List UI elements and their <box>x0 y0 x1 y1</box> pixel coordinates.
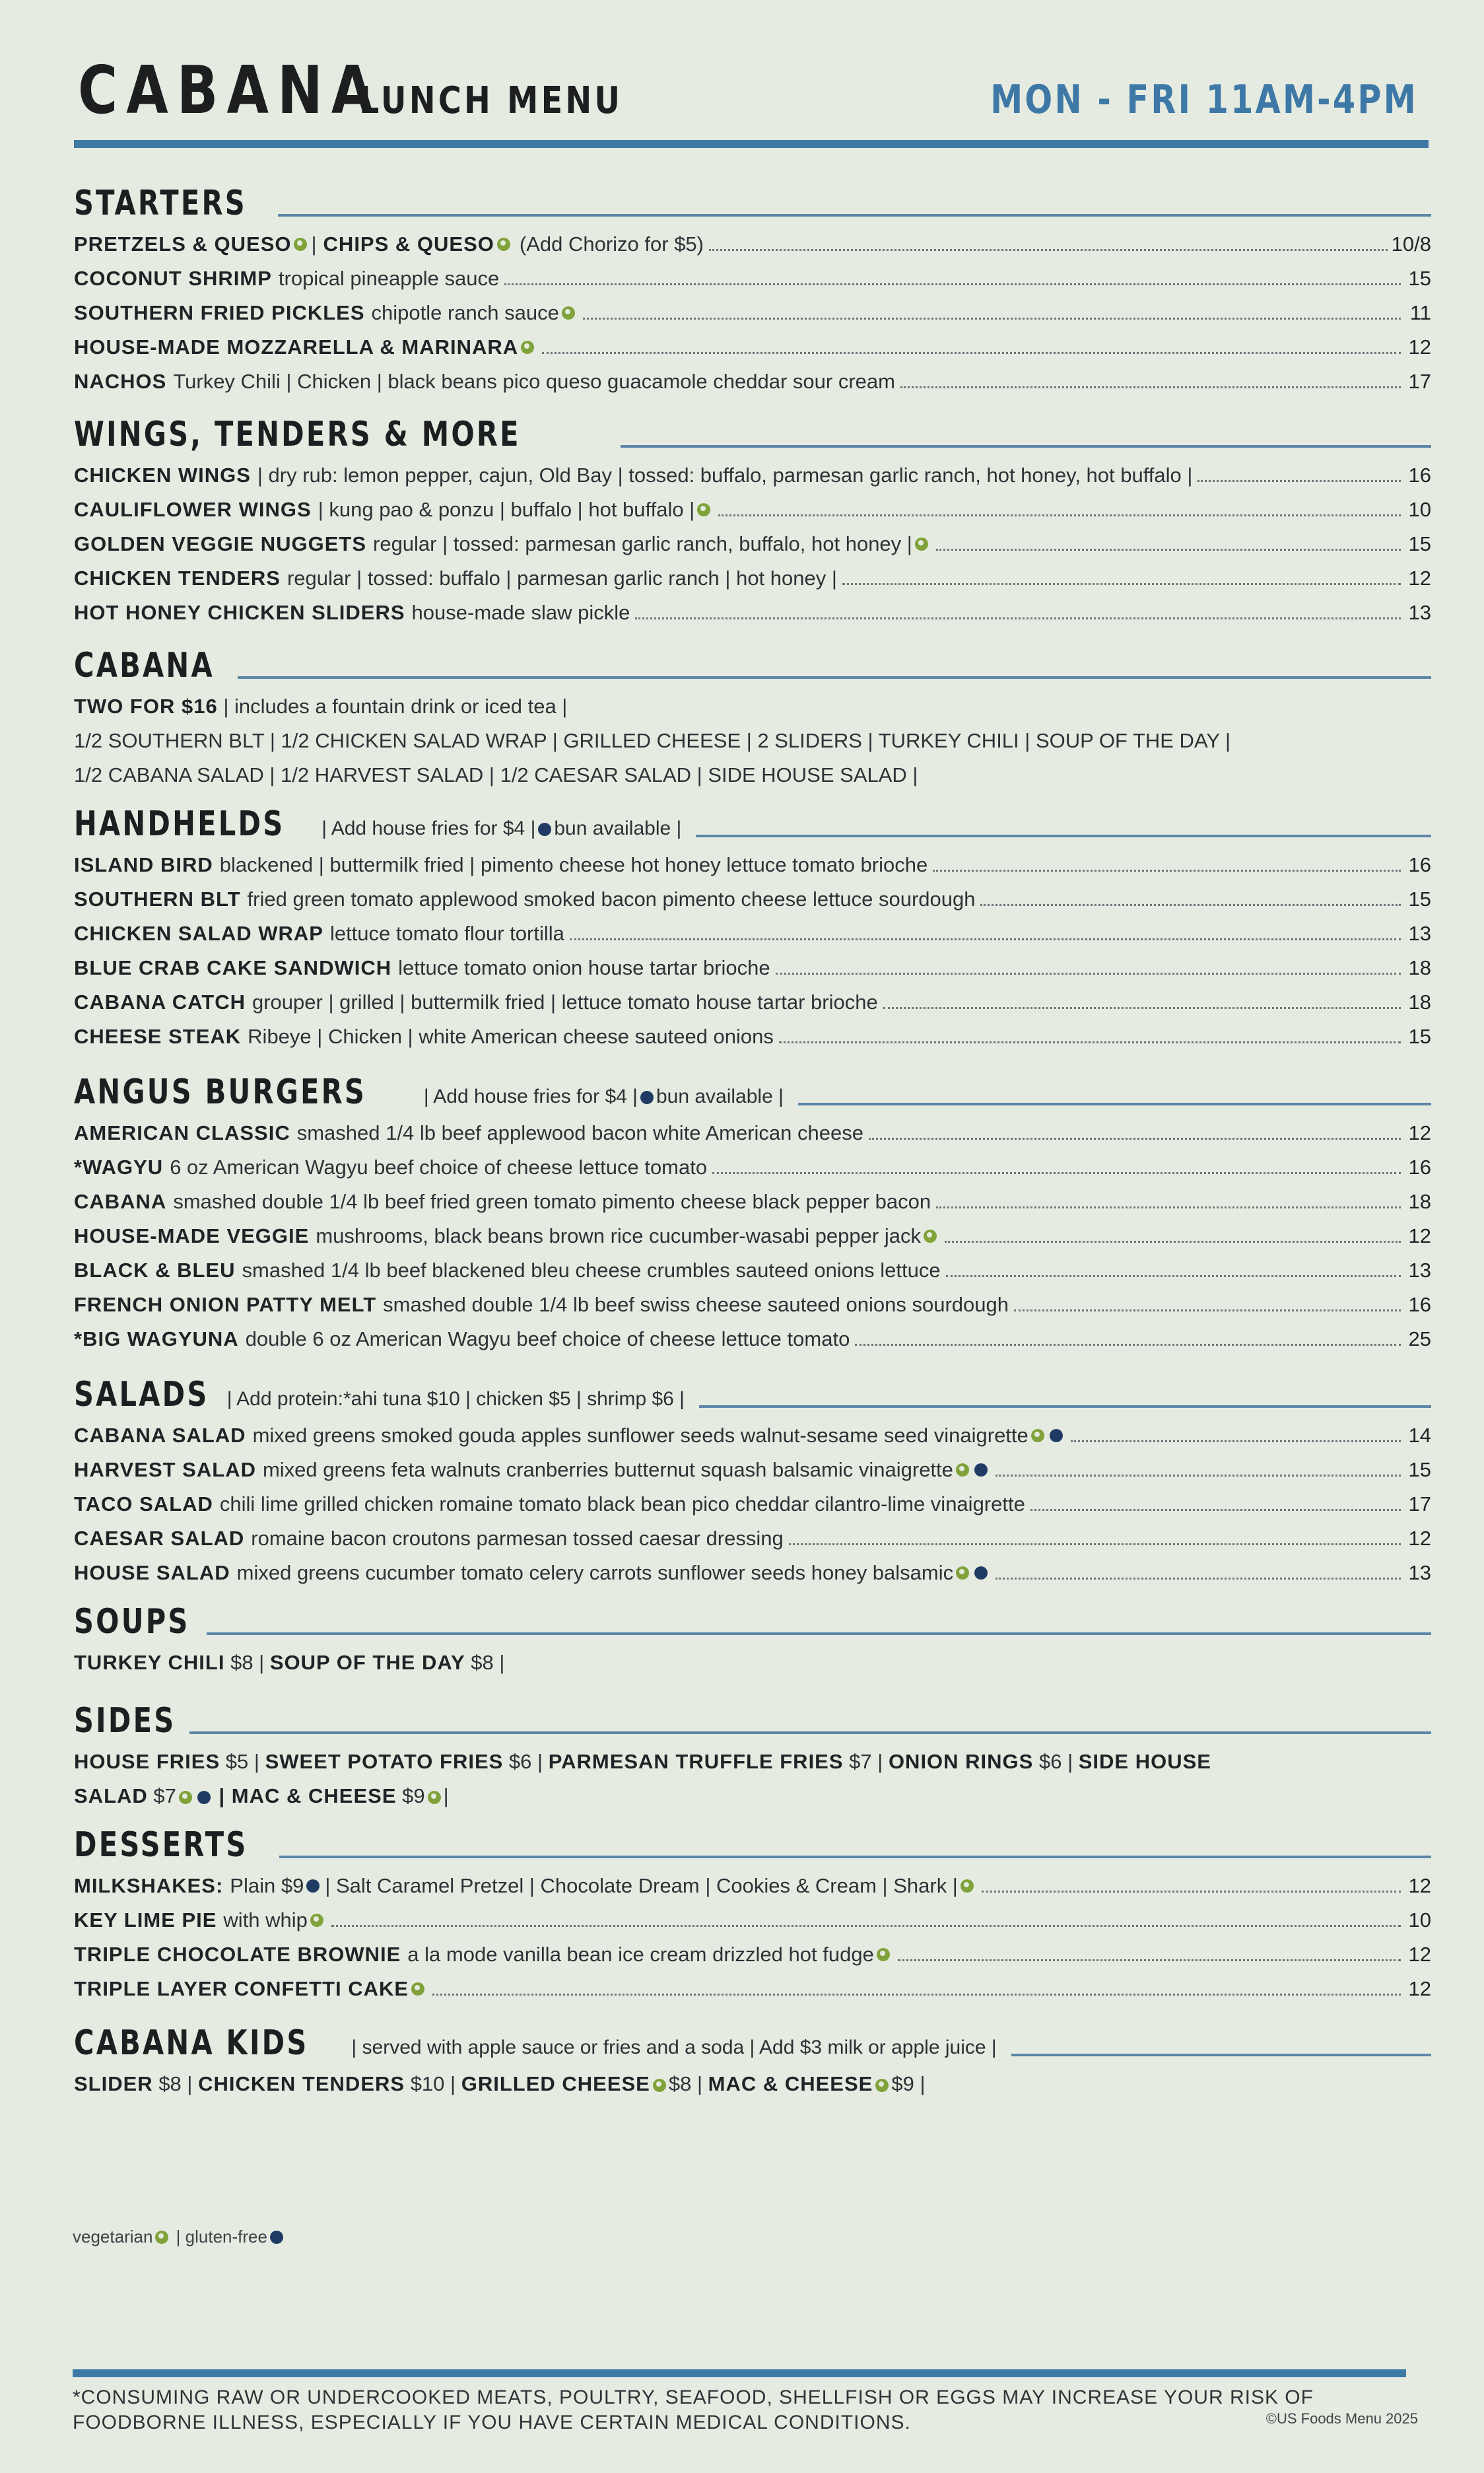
item-price: 12 <box>1408 1977 1431 2000</box>
footer-divider <box>73 2369 1406 2377</box>
section-note: | served with apple sauce or fries and a soda | Add $3 milk or apple juice | <box>351 2037 997 2058</box>
vegetarian-icon <box>562 306 575 320</box>
item-name: HOUSE SALAD <box>74 1561 230 1584</box>
item-description: lettuce tomato onion house tartar brioche <box>398 956 770 979</box>
legend-vegetarian-label: vegetarian <box>73 2227 153 2247</box>
vegetarian-icon <box>961 1879 974 1893</box>
item-name: *WAGYU <box>74 1156 164 1179</box>
item-price: 16 <box>1408 1156 1431 1179</box>
price-leader <box>898 1959 1401 1961</box>
item-name: MILKSHAKES: <box>74 1874 224 1897</box>
item-description: (Add Chorizo for $5) <box>519 232 704 256</box>
section-title: WINGS, TENDERS & MORE <box>74 415 521 454</box>
item-price: 12 <box>1408 1527 1431 1550</box>
vegetarian-icon <box>155 2231 168 2244</box>
item-price: 15 <box>1408 267 1431 290</box>
legend-gluten-free-label: gluten-free <box>185 2227 267 2247</box>
copyright-notice: ©US Foods Menu 2025 <box>1265 2410 1418 2427</box>
price-leader <box>1014 1309 1401 1311</box>
item-description: house-made slaw pickle <box>411 601 630 624</box>
price-leader <box>635 617 1401 619</box>
section-sides <box>74 1701 1431 1813</box>
sides-line: HOUSE FRIES $5 | SWEET POTATO FRIES $6 | PARMESAN TRUFFLE FRIES $7 | ONION RINGS $6 | SIDE HOUSE <box>74 1750 1211 1773</box>
gluten-free-icon <box>306 1879 320 1893</box>
vegetarian-icon <box>877 1948 890 1961</box>
vegetarian-icon <box>915 538 928 551</box>
item-name: PRETZELS & QUESO <box>74 232 292 256</box>
item-name: HOUSE-MADE MOZZARELLA & MARINARA <box>74 335 519 359</box>
item-price: 10/8 <box>1391 232 1431 256</box>
gluten-free-icon <box>974 1463 988 1477</box>
item-description: smashed double 1/4 lb beef swiss cheese sauteed onions sourdough <box>383 1293 1009 1316</box>
section-soups <box>74 1602 1431 1680</box>
price-leader <box>570 938 1401 940</box>
menu-item: MILKSHAKES: Plain $9 | Salt Caramel Pretzel | Chocolate Dream | Cookies & Cream | Shark | 12 <box>74 1869 1431 1903</box>
hours-label: MON - FRI 11AM-4PM <box>990 77 1418 123</box>
item-name: CHEESE STEAK <box>74 1025 242 1048</box>
section-note: | Add house fries for $4 | bun available | <box>321 818 682 839</box>
item-price: 12 <box>1408 1121 1431 1144</box>
section-kids <box>74 2023 1431 2101</box>
section-cabana <box>74 648 1431 792</box>
vegetarian-icon <box>956 1463 969 1477</box>
section-title: SALADS <box>74 1375 209 1414</box>
item-name: NACHOS <box>74 370 167 393</box>
item-price: 18 <box>1408 991 1431 1014</box>
item-description: Ribeye | Chicken | white American cheese sauteed onions <box>248 1025 774 1048</box>
menu-item <box>74 848 1431 882</box>
section-title: SOUPS <box>74 1602 190 1642</box>
price-leader <box>1030 1509 1401 1511</box>
item-description: chili lime grilled chicken romaine tomato black bean pico cheddar cilantro-lime vinaigrette <box>219 1492 1025 1515</box>
item-name: CABANA <box>74 1190 167 1213</box>
menu-item <box>74 1116 1431 1150</box>
item-description: | kung pao & ponzu | buffalo | hot buffalo | <box>318 498 695 521</box>
menu-item <box>74 1185 1431 1219</box>
item-price: 12 <box>1408 1943 1431 1966</box>
vegetarian-icon <box>521 341 534 354</box>
vegetarian-icon <box>411 1982 424 1996</box>
item-name: CHIPS & QUESO <box>323 232 494 256</box>
item-name: TACO SALAD <box>74 1492 213 1515</box>
item-description: smashed 1/4 lb beef blackened bleu cheese crumbles sauteed onions lettuce <box>242 1259 941 1282</box>
section-rule <box>238 676 1431 679</box>
price-leader <box>869 1138 1401 1140</box>
menu-item <box>74 1020 1431 1054</box>
item-price: 17 <box>1408 1492 1431 1515</box>
item-name: BLUE CRAB CAKE SANDWICH <box>74 956 392 979</box>
section-rule <box>278 214 1431 217</box>
price-leader <box>995 1475 1401 1477</box>
menu-subtitle: LUNCH MENU <box>359 79 623 122</box>
item-description: mixed greens feta walnuts cranberries butternut squash balsamic vinaigrette <box>262 1458 953 1481</box>
kids-items: SLIDER $8 | CHICKEN TENDERS $10 | GRILLED CHEESE $8 | MAC & CHEESE $9 | <box>74 2072 926 2095</box>
item-price: $8 | <box>230 1651 265 1674</box>
vegetarian-icon <box>956 1566 969 1580</box>
item-description: | dry rub: lemon pepper, cajun, Old Bay | tossed: buffalo, parmesan garlic ranch, hot honey, hot buffalo | <box>257 464 1193 487</box>
menu-item <box>74 1487 1431 1521</box>
price-leader <box>1071 1440 1401 1442</box>
price-leader <box>933 870 1401 872</box>
menu-item <box>74 951 1431 985</box>
section-rule <box>1011 2054 1431 2056</box>
item-name: TRIPLE CHOCOLATE BROWNIE <box>74 1943 401 1966</box>
item-price: 25 <box>1408 1327 1431 1350</box>
price-leader <box>946 1275 1401 1277</box>
item-description: regular | tossed: buffalo | parmesan garlic ranch | hot honey | <box>287 567 837 590</box>
item-description: mushrooms, black beans brown rice cucumber-wasabi pepper jack <box>316 1224 921 1247</box>
soup-options <box>74 1646 1431 1680</box>
item-name: SOUTHERN FRIED PICKLES <box>74 301 365 324</box>
price-leader <box>709 249 1388 251</box>
item-name: HOUSE-MADE VEGGIE <box>74 1224 310 1247</box>
section-note: | Add house fries for $4 | bun available | <box>423 1086 784 1107</box>
menu-item <box>74 985 1431 1020</box>
section-rule <box>699 1405 1431 1408</box>
item-price: 16 <box>1408 853 1431 876</box>
item-name: TURKEY CHILI <box>74 1651 225 1674</box>
gluten-free-icon <box>1050 1429 1063 1442</box>
item-name: HARVEST SALAD <box>74 1458 256 1481</box>
price-leader <box>936 549 1401 551</box>
price-leader <box>995 1578 1401 1580</box>
item-description: mixed greens cucumber tomato celery carrots sunflower seeds honey balsamic <box>236 1561 954 1584</box>
item-name: CAESAR SALAD <box>74 1527 245 1550</box>
vegetarian-icon <box>1031 1429 1044 1442</box>
vegetarian-icon <box>497 238 510 251</box>
item-price: 17 <box>1408 370 1431 393</box>
item-price: 16 <box>1408 1293 1431 1316</box>
vegetarian-icon <box>428 1791 441 1804</box>
gluten-free-icon <box>197 1791 211 1804</box>
price-leader <box>331 1925 1401 1927</box>
item-description: with whip <box>223 1908 308 1932</box>
item-price: 13 <box>1408 601 1431 624</box>
item-name: KEY LIME PIE <box>74 1908 217 1932</box>
menu-item <box>74 493 1431 527</box>
menu-item <box>74 527 1431 561</box>
item-price: 15 <box>1408 888 1431 911</box>
menu-item <box>74 1937 1431 1972</box>
price-leader <box>982 1891 1401 1893</box>
section-rule <box>696 835 1431 837</box>
item-price: 13 <box>1408 922 1431 945</box>
combo-offer <box>74 689 1431 724</box>
item-name: TRIPLE LAYER CONFETTI CAKE <box>74 1977 409 2000</box>
item-name: HOT HONEY CHICKEN SLIDERS <box>74 601 405 624</box>
item-description: grouper | grilled | buttermilk fried | lettuce tomato house tartar brioche <box>252 991 878 1014</box>
section-title: DESSERTS <box>74 1825 248 1865</box>
menu-header <box>78 52 1418 131</box>
item-description: chipotle ranch sauce <box>371 301 559 324</box>
item-price: 11 <box>1409 301 1431 324</box>
item-price: 15 <box>1408 532 1431 555</box>
menu-item <box>74 1253 1431 1288</box>
menu-item <box>74 1322 1431 1356</box>
item-description: smashed double 1/4 lb beef fried green tomato pimento cheese black pepper bacon <box>173 1190 931 1213</box>
menu-item <box>74 561 1431 596</box>
item-price: 18 <box>1408 1190 1431 1213</box>
menu-item <box>74 365 1431 399</box>
price-leader <box>945 1241 1401 1243</box>
section-title: ANGUS BURGERS <box>74 1072 367 1112</box>
menu-item <box>74 1453 1431 1487</box>
dietary-legend: vegetarian | gluten-free <box>73 2227 286 2247</box>
price-leader <box>718 514 1401 516</box>
price-leader <box>432 1994 1401 1996</box>
menu-item: PRETZELS & QUESO | CHIPS & QUESO (Add Chorizo for $5) 10/8 <box>74 227 1431 261</box>
combo-description: | includes a fountain drink or iced tea | <box>223 695 568 718</box>
menu-item <box>74 917 1431 951</box>
section-title: CABANA KIDS <box>74 2023 309 2063</box>
item-description: mixed greens smoked gouda apples sunflower seeds walnut-sesame seed vinaigrette <box>252 1424 1029 1447</box>
sides-line: SALAD $7 | MAC & CHEESE $9 | <box>74 1784 449 1807</box>
item-price: 10 <box>1408 498 1431 521</box>
vegetarian-icon <box>310 1914 323 1927</box>
menu-item <box>74 1903 1431 1937</box>
price-leader <box>776 973 1401 975</box>
menu-item <box>74 330 1431 365</box>
section-rule <box>621 445 1431 448</box>
item-name: COCONUT SHRIMP <box>74 267 272 290</box>
brand-title: CABANA <box>78 52 382 129</box>
price-leader <box>936 1206 1401 1208</box>
vegetarian-icon <box>875 2079 889 2092</box>
menu-item <box>74 1972 1431 2006</box>
item-price: 15 <box>1408 1025 1431 1048</box>
item-name: BLACK & BLEU <box>74 1259 236 1282</box>
item-price: 12 <box>1408 567 1431 590</box>
price-leader <box>900 386 1401 388</box>
item-price: 12 <box>1408 335 1431 359</box>
section-rule <box>279 1856 1431 1858</box>
menu-item <box>74 1288 1431 1322</box>
price-leader <box>980 904 1401 906</box>
item-description: 6 oz American Wagyu beef choice of cheese lettuce tomato <box>170 1156 708 1179</box>
menu-item <box>74 882 1431 917</box>
price-leader <box>712 1172 1401 1174</box>
menu-item <box>74 1521 1431 1556</box>
item-description: lettuce tomato flour tortilla <box>329 922 564 945</box>
price-leader <box>1197 480 1401 482</box>
section-title: STARTERS <box>74 184 247 223</box>
menu-item <box>74 1556 1431 1590</box>
menu-item <box>74 1418 1431 1453</box>
gluten-free-icon <box>538 823 551 836</box>
vegetarian-icon <box>697 503 710 516</box>
gluten-free-icon <box>640 1091 654 1104</box>
item-description: smashed 1/4 lb beef applewood bacon white American cheese <box>296 1121 863 1144</box>
section-rule <box>207 1632 1431 1635</box>
section-rule <box>798 1103 1431 1105</box>
item-price: 12 <box>1408 1874 1431 1897</box>
combo-options-line: 1/2 CABANA SALAD | 1/2 HARVEST SALAD | 1/2 CAESAR SALAD | SIDE HOUSE SALAD | <box>74 763 918 786</box>
menu-item <box>74 261 1431 296</box>
menu-item <box>74 1150 1431 1185</box>
item-name: *BIG WAGYUNA <box>74 1327 239 1350</box>
item-description: a la mode vanilla bean ice cream drizzled hot fudge <box>407 1943 874 1966</box>
section-salads <box>74 1377 1431 1590</box>
price-leader <box>779 1041 1401 1043</box>
header-divider <box>74 140 1429 148</box>
item-name: CABANA SALAD <box>74 1424 246 1447</box>
price-leader <box>842 583 1401 585</box>
item-name: CAULIFLOWER WINGS <box>74 498 312 521</box>
item-name: CABANA CATCH <box>74 991 246 1014</box>
section-starters <box>74 186 1431 399</box>
section-wings <box>74 417 1431 630</box>
section-rule <box>189 1731 1431 1734</box>
item-price: 10 <box>1408 1908 1431 1932</box>
item-name: CHICKEN SALAD WRAP <box>74 922 323 945</box>
section-note: | Add protein:*ahi tuna $10 | chicken $5 | shrimp $6 | <box>226 1388 685 1410</box>
section-desserts <box>74 1825 1431 2006</box>
section-handhelds <box>74 804 1431 1054</box>
item-description: fried green tomato applewood smoked bacon pimento cheese lettuce sourdough <box>247 888 976 911</box>
menu-item <box>74 296 1431 330</box>
item-description: | Salt Caramel Pretzel | Chocolate Dream | Cookies & Cream | Shark | <box>325 1874 958 1897</box>
combo-options-line: 1/2 SOUTHERN BLT | 1/2 CHICKEN SALAD WRAP | GRILLED CHEESE | 2 SLIDERS | TURKEY CHILI | SOUP OF THE DAY | <box>74 729 1231 752</box>
vegetarian-icon <box>294 238 307 251</box>
section-title: SIDES <box>74 1701 176 1741</box>
item-description: romaine bacon croutons parmesan tossed caesar dressing <box>251 1527 784 1550</box>
vegetarian-icon <box>924 1230 937 1243</box>
section-burgers <box>74 1072 1431 1356</box>
price-leader <box>504 283 1401 285</box>
item-price: 18 <box>1408 956 1431 979</box>
item-price: 14 <box>1408 1424 1431 1447</box>
item-description: blackened | buttermilk fried | pimento cheese hot honey lettuce tomato brioche <box>219 853 928 876</box>
item-price: 13 <box>1408 1561 1431 1584</box>
item-name: CHICKEN TENDERS <box>74 567 281 590</box>
combo-name: TWO FOR $16 <box>74 695 218 718</box>
gluten-free-icon <box>974 1566 988 1580</box>
item-description: regular | tossed: parmesan garlic ranch, buffalo, hot honey | <box>373 532 912 555</box>
vegetarian-icon <box>653 2079 666 2092</box>
item-name: SOUP OF THE DAY <box>269 1651 465 1674</box>
item-name: CHICKEN WINGS <box>74 464 251 487</box>
menu-item <box>74 1219 1431 1253</box>
consumer-advisory: *CONSUMING RAW OR UNDERCOOKED MEATS, POULTRY, SEAFOOD, SHELLFISH OR EGGS MAY INCREASE YOUR RISK OF FOODBORNE ILLNESS, ESPECIALLY IF YOU HAVE CERTAIN MEDICAL CONDITIONS. <box>73 2386 1314 2433</box>
item-name: ISLAND BIRD <box>74 853 213 876</box>
item-price: 13 <box>1408 1259 1431 1282</box>
item-name: GOLDEN VEGGIE NUGGETS <box>74 532 366 555</box>
menu-item <box>74 458 1431 493</box>
price-leader <box>883 1007 1401 1009</box>
gluten-free-icon <box>270 2231 283 2244</box>
item-price: 15 <box>1408 1458 1431 1481</box>
item-price: 12 <box>1408 1224 1431 1247</box>
price-leader <box>542 352 1401 354</box>
menu-item <box>74 596 1431 630</box>
item-description: Turkey Chili | Chicken | black beans pico queso guacamole cheddar sour cream <box>173 370 895 393</box>
item-price: $8 | <box>471 1651 505 1674</box>
section-title: HANDHELDS <box>74 804 285 844</box>
item-name: AMERICAN CLASSIC <box>74 1121 290 1144</box>
item-name: FRENCH ONION PATTY MELT <box>74 1293 377 1316</box>
price-leader <box>583 318 1401 320</box>
item-description: double 6 oz American Wagyu beef choice of cheese lettuce tomato <box>245 1327 850 1350</box>
section-title: CABANA <box>74 646 215 685</box>
price-leader <box>855 1344 1401 1346</box>
item-name: SOUTHERN BLT <box>74 888 241 911</box>
price-leader <box>789 1543 1401 1545</box>
item-description: tropical pineapple sauce <box>278 267 500 290</box>
vegetarian-icon <box>179 1791 192 1804</box>
item-price: 16 <box>1408 464 1431 487</box>
